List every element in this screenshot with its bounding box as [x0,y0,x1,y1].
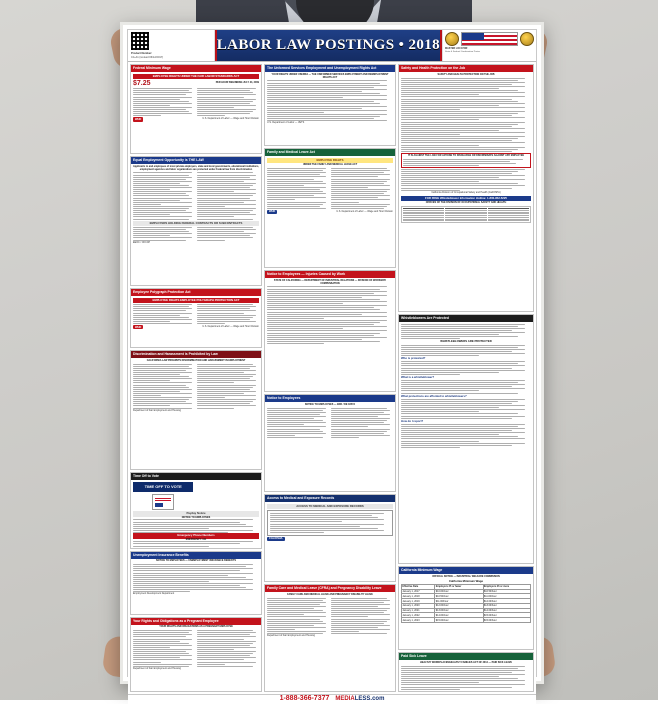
panel-header: Notice to Employees — Injuries Caused by Work [265,271,395,278]
cmw-col-0: Effective Date [402,584,435,589]
panel-header: Discrimination and Harassment is Prohibited by Law [131,351,261,358]
fmw-wage-amount: $7.25 [133,80,151,88]
panel-equal-employment-opportunity [130,156,262,286]
cmw-cell: January 1, 2022 [402,613,435,618]
cmw-cell: January 1, 2021 [402,608,435,613]
cmw-cell: $13.00/hour [435,608,483,613]
panel-userra [264,64,396,146]
dfeh-subtitle: CALIFORNIA LAW PROHIBITS DISCRIMINATION AND HARASSMENT IN EMPLOYMENT [146,358,246,362]
cmw-cell: $14.00/hour [435,613,483,618]
wb-section-3: What protections are afforded to whistleblowers? [401,393,467,398]
psl-subtitle: HEALTHY WORKPLACES/HEALTHY FAMILIES ACT OF 2014 — PAID SICK LEAVE [420,660,512,664]
dwc-subtitle: STATE OF CALIFORNIA — DEPARTMENT OF INDUSTRIAL RELATIONS — DIVISION OF WORKERS' COMPENSATION [273,278,387,285]
poster-header-right [442,30,536,61]
cmw-cell: January 1, 2017 [402,589,435,594]
cmw-cell: $10.50/hour [435,594,483,599]
product-number-value: CA-A1 (revised 06/12/2017) [131,56,164,60]
eppa-subtitle: EMPLOYEE RIGHTS EMPLOYEE POLYGRAPH PROTECTION ACT [133,298,259,303]
dfeh-agency: Department of Fair Employment and Housing [133,408,181,412]
fmw-agency: U.S. Department of Labor — Wage and Hour Division [202,117,259,121]
whd-logo: WHD [135,117,142,121]
cmw-cell: $15.00/hour [435,618,483,623]
qr-code-icon [131,32,149,50]
panel-header: Equal Employment Opportunity is THE LAW [131,157,261,164]
eeo-subtitle: Applicants to and employees of most private employers, state and local governments, educational institutions, employment agencies and labor organizations are protected under Federal law from discrimination [133,164,259,171]
osha-agency: California Division of Occupational Safety and Health (Cal/OSHA) [431,190,501,194]
support-phone: 1-888-366-7377 [279,695,330,703]
amer-form [267,510,393,536]
whd-logo: WHD [269,210,276,214]
payday-header: Payday Notice [133,511,259,516]
panel-whistleblowers-are-protected [398,314,534,564]
amer-subtitle: ACCESS TO MEDICAL AND EXPOSURE RECORDS [267,504,393,509]
osha-note-callout [401,153,531,168]
flag-icon [461,32,518,46]
eppa-agency: U.S. Department of Labor — Wage and Hour Division [202,324,259,328]
panel-notice-to-employees-edd [264,394,396,492]
poster-footer [128,694,536,704]
fmla-band: EMPLOYEE RIGHTS [267,158,393,163]
panel-safety-health-protection [398,64,534,312]
ui-subtitle: NOTICE TO EMPLOYEES — UNEMPLOYMENT INSURANCE BENEFITS [156,559,236,563]
emergency-header: Emergency Phone Numbers [133,533,259,538]
eeo-band: EMPLOYERS HOLDING FEDERAL CONTRACTS OR SUBCONTRACTS [133,221,259,226]
poster-header-left [128,30,215,61]
panel-unemployment-insurance-benefits [130,551,262,615]
poster-body [128,62,536,694]
brand-logo [335,696,384,704]
poster-locator-tag: MASTER LOCATOR [445,47,468,50]
fmw-subtitle: EMPLOYEE RIGHTS UNDER THE FAIR LABOR STANDARDS ACT [133,74,259,79]
cmw-cell: $15.00/hour [483,618,530,623]
panel-california-minimum-wage [398,566,534,650]
panel-cfra-pregnancy-disability-leave [264,584,396,692]
cmw-cell: $11.00/hour [483,594,530,599]
cmw-cell: $10.00/hour [435,589,483,594]
panel-header: Safety and Health Protection on the Job [399,65,533,72]
poster-header [128,30,536,62]
panel-header: Notice to Employees [265,395,395,402]
vote-headline: TIME OFF TO VOTE [133,482,193,492]
panel-header: Access to Medical and Exposure Records [265,495,395,502]
poster-title-banner [215,30,442,61]
panel-header: Employee Polygraph Protection Act [131,289,261,296]
state-seal-icon [445,32,459,46]
fmla-band-sub: UNDER THE FAMILY AND MEDICAL LEAVE ACT [302,163,358,167]
panel-header: California Minimum Wage [399,567,533,574]
cmw-cell: January 1, 2023 [402,618,435,623]
poster-title: LABOR LAW POSTINGS • 2018 [216,37,441,54]
panel-access-medical-exposure-records [264,494,396,582]
poster-column-right [398,64,534,692]
cmw-cell: January 1, 2020 [402,603,435,608]
osha-offices-table [401,206,531,224]
osha-hotline: FOR FREE Whistleblower Information Hotline: 1-800-952-5225 [401,196,531,201]
fmla-agency: U.S. Department of Labor — Wage and Hour Division [336,209,393,213]
osha-offices: OFFICES OF THE DIVISION OF OCCUPATIONAL SAFETY AND HEALTH [425,201,507,205]
labor-law-poster [120,22,544,703]
payday-sub: NOTICE TO EMPLOYEES [181,515,211,519]
panel-employee-polygraph-protection-act [130,288,262,348]
brand-prefix: MEDIA [335,695,355,702]
cmw-col-2: Employers 26 or more [483,584,530,589]
panel-header: Family and Medical Leave Act [265,149,395,156]
cmw-cell: $10.50/hour [483,589,530,594]
calosha-logo: CAL/OSHA [269,537,283,541]
emergency-sub: EMERGENCY: 911 [185,537,207,541]
panel-header: The Unformed Services Employment and Unemployment Rights Act [265,65,395,72]
poster-column-middle [264,64,396,692]
userra-agency: U.S. Department of Labor — VETS [267,121,305,125]
pregnancy-subtitle: YOUR RIGHTS AND OBLIGATIONS AS A PREGNANT EMPLOYEE [159,625,233,629]
osha-subtitle: SAFETY AND HEALTH PROTECTION ON THE JOB [437,72,495,76]
cmw-cell: January 1, 2018 [402,594,435,599]
cmw-cell: $15.00/hour [483,613,530,618]
cmw-cell: $11.00/hour [435,599,483,604]
panel-family-medical-leave-act [264,148,396,268]
panel-pregnant-employee-rights [130,617,262,692]
cmw-table [401,584,531,623]
edd-subtitle: NOTICE TO EMPLOYEES — EDD / DE 1857A [304,402,356,406]
wb-section-4: How do I report? [401,418,424,423]
panel-header: Whistleblowers Are Protected [399,315,533,322]
panel-header: Unemployment Insurance Benefits [131,552,261,559]
poster-locator-sub: State & Federal Combination Poster [445,51,481,53]
userra-subtitle: YOUR RIGHTS UNDER USERRA — THE UNIFORMED SERVICES EMPLOYMENT AND REEMPLOYMENT RIGHTS ACT [271,72,389,79]
panel-header: Family Care and Medical Leave (CFRA) and Pregnancy Disability Leave [265,585,395,592]
panel-header: Federal Minimum Wage [131,65,261,72]
panel-discrimination-harassment-prohibited [130,350,262,470]
panel-notice-injuries-caused-by-work [264,270,396,392]
fmw-wage-note: PER HOUR BEGINNING JULY 24, 2009 [215,81,259,85]
table-row [402,618,531,623]
ballot-box-icon [152,494,174,510]
cfra-agency: Department of Fair Employment and Housing [267,634,315,638]
cmw-subtitle: OFFICIAL NOTICE — INDUSTRIAL WELFARE COMMISSION [432,574,500,578]
eeo-agency: EEOC / OFCCP [133,240,151,244]
cmw-cell: $13.00/hour [483,603,530,608]
product-number-label: Product Number: [131,52,153,55]
panel-header: Time Off to Vote [131,473,261,480]
cmw-title: California Minimum Wage [448,578,484,583]
whd-logo: WHD [135,325,142,329]
osha-note: IT IS AGAINST THE LAW FOR ANYONE TO DISCHARGE OR DISCRIMINATE AGAINST ANY EMPLOYEE [407,153,525,157]
federal-seal-icon [520,32,534,46]
panel-header: Paid Sick Leave [399,653,533,660]
cmw-cell: $12.00/hour [483,599,530,604]
ui-agency: Employment Development Department [133,592,175,596]
cmw-cell: $12.00/hour [435,603,483,608]
cmw-cell: $14.00/hour [483,608,530,613]
cmw-col-1: Employers 25 or fewer [435,584,483,589]
panel-paid-sick-leave [398,652,534,692]
poster-column-left [130,64,262,692]
cfra-subtitle: FAMILY CARE AND MEDICAL LEAVE AND PREGNANCY DISABILITY LEAVE [287,592,373,596]
pregnancy-agency: Department of Fair Employment and Housing [133,666,181,670]
cmw-cell: January 1, 2019 [402,599,435,604]
panel-header: Your Rights and Obligations as a Pregnant Employee [131,618,261,625]
wb-section-1: Who is protected? [401,356,426,361]
panel-federal-minimum-wage [130,64,262,154]
wb-section-0: WHISTLEBLOWERS ARE PROTECTED [440,339,492,344]
wb-section-2: What is a whistleblower? [401,374,435,379]
brand-suffix: LESS.com [354,695,385,702]
panel-time-off-to-vote [130,472,262,549]
